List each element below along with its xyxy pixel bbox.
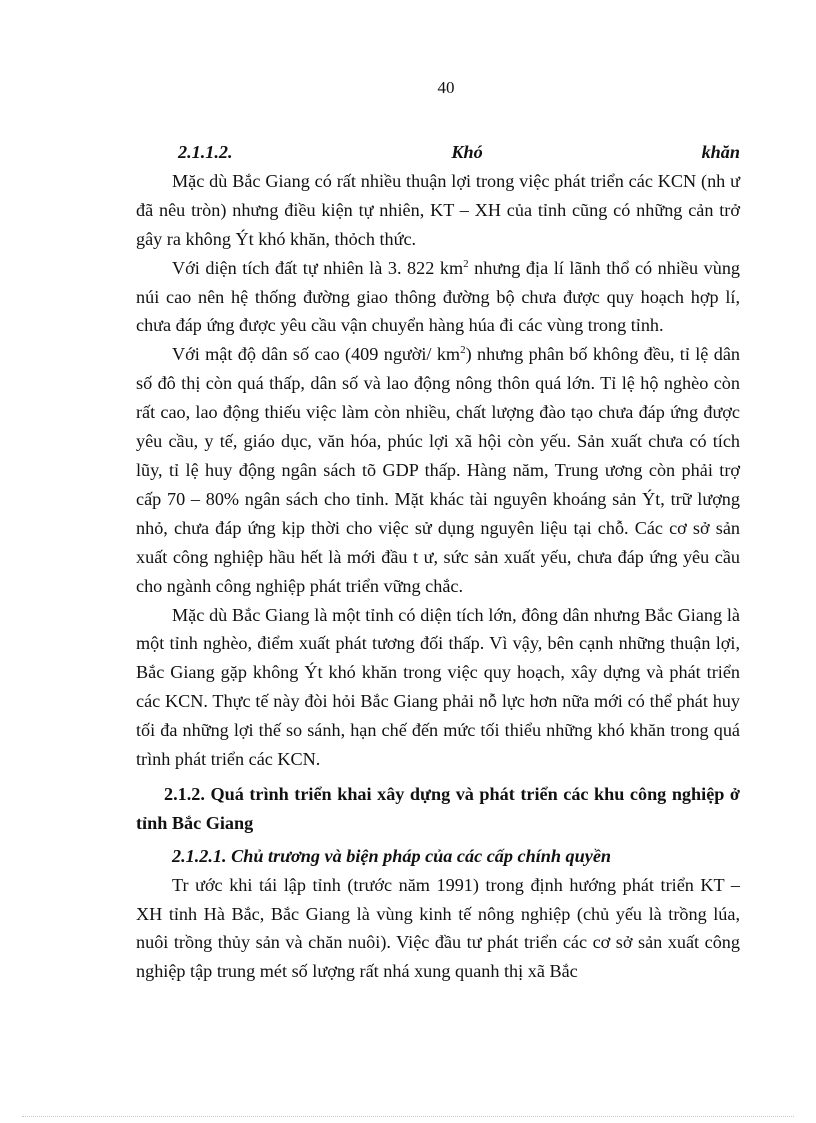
section-heading: 2.1.2. Quá trình triển khai xây dựng và phát triển các khu công nghiệp ở tỉnh Bắc Giang bbox=[136, 783, 740, 833]
paragraph-5: Tr ước khi tái lập tỉnh (trước năm 1991) trong định hướng phát triển KT – XH tỉnh Hà Bắc, Bắc Giang là vùng kinh tế nông nghiệp (chủ yếu là trồng lúa, nuôi trồng thủy sản và chăn nuôi). Việc đầu tư phát triển các cơ sở sản xuất công nghiệp tập trung mét số lượng rất nhá xung quanh thị xã Bắc bbox=[136, 874, 740, 982]
paragraph-3-text-b: ) nhưng phân bố không đều, tỉ lệ dân số đô thị còn quá thấp, dân số và lao động nông thôn quá lớn. Tỉ lệ hộ nghèo còn rất cao, lao động thiếu việc làm còn nhiều, chất lượng đào tạo chưa đáp ứng được yêu cầu, y tế, giáo dục, văn hóa, phúc lợi xã hội còn yếu. Sản xuất chưa có tích lũy, tỉ lệ huy động ngân sách tõ GDP thấp. Hàng năm, Trung ương còn phải trợ cấp 70 – 80% ngân sách cho tỉnh. Mặt khác tài nguyên khoáng sản Ýt, trữ lượng nhỏ, chưa đáp ứng kịp thời cho việc sử dụng nguyên liệu tại chỗ. Các cơ sở sản xuất công nghiệp hầu hết là mới đầu t ư, sức sản xuất yếu, chưa đáp ứng yêu cầu cho ngành công nghiệp phát triển vững chắc. bbox=[136, 344, 740, 596]
sub-heading: 2.1.2.1. Chủ trương và biện pháp của các cấp chính quyền bbox=[172, 845, 612, 866]
paragraph-2 bbox=[136, 254, 740, 341]
paragraph-2-text-b: nhưng địa lí lãnh thổ có nhiều vùng núi cao nên hệ thống đường giao thông đường bộ chưa được quy hoạch hợp lí, chưa đáp ứng được yêu cầu vận chuyển hàng húa đi các vùng trong tỉnh. bbox=[136, 257, 741, 336]
heading-word-2: khăn bbox=[701, 142, 740, 162]
superscript-2: 2 bbox=[460, 344, 466, 357]
superscript-2: 2 bbox=[463, 257, 469, 270]
paragraph-3 bbox=[136, 340, 740, 600]
paragraph-3-text-a: Với mật độ dân số cao (409 người/ km bbox=[172, 344, 461, 365]
page-bottom-divider bbox=[22, 1116, 794, 1117]
paragraph-4: Mặc dù Bắc Giang là một tỉnh có diện tích lớn, đông dân nhưng Bắc Giang là một tỉnh nghèo, điểm xuất phát tương đối thấp. Vì vậy, bên cạnh những thuận lợi, Bắc Giang gặp không Ýt khó khăn trong việc quy hoạch, xây dựng và phát triển các KCN. Thực tế này đòi hỏi Bắc Giang phải nỗ lực hơn nữa mới có thể phát huy tối đa những lợi thế so sánh, hạn chế đến mức tối thiểu những khó khăn trong quá trình phát triển các KCN. bbox=[136, 604, 740, 770]
page-number: 40 bbox=[437, 78, 455, 97]
paragraph-1: Mặc dù Bắc Giang có rất nhiều thuận lợi trong việc phát triển các KCN (nh ư đã nêu tròn) nhưng điều kiện tự nhiên, KT – XH của tỉnh cũng có những cản trở gây ra không Ýt khó khăn, thỏch thức. bbox=[136, 170, 740, 249]
paragraph-2-text-a: Với diện tích đất tự nhiên là 3. 822 km bbox=[172, 257, 464, 278]
heading-word-1: Khó bbox=[451, 142, 483, 162]
document-body bbox=[136, 138, 740, 986]
heading-number: 2.1.1.2. bbox=[178, 142, 233, 162]
subsection-heading-difficulties bbox=[136, 138, 740, 167]
